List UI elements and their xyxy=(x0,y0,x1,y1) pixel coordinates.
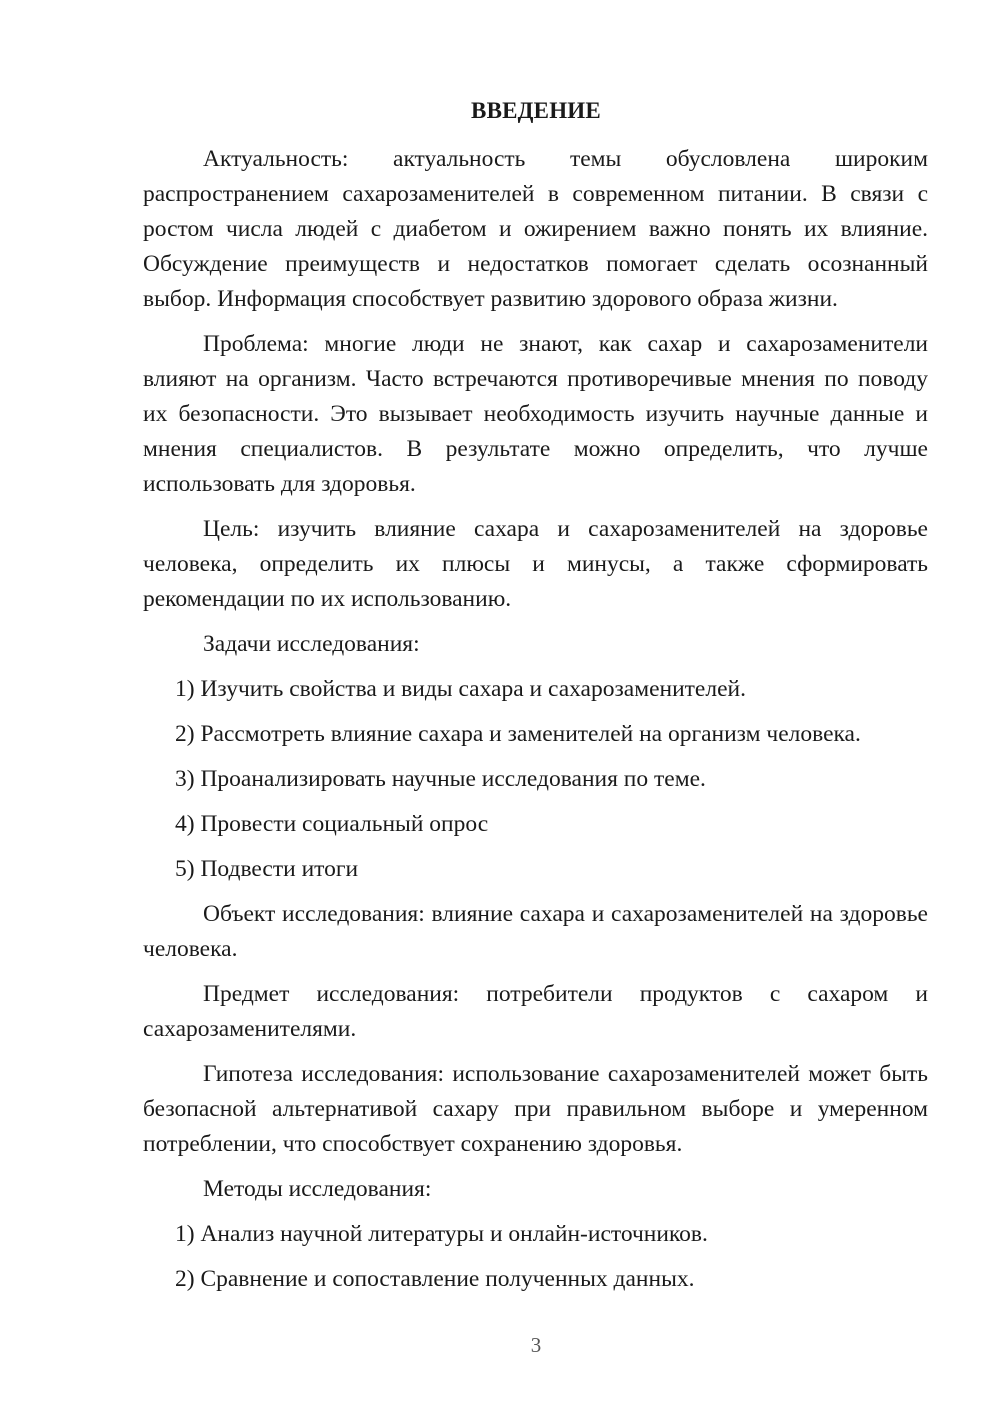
document-body xyxy=(143,142,928,1307)
tasks-list xyxy=(143,672,928,887)
page-title: ВВЕДЕНИЕ xyxy=(471,98,601,123)
subject-paragraph: Предмет исследования: потребители продуктов с сахаром и сахарозаменителями. xyxy=(143,981,928,1042)
task-item: 5) Подвести итоги xyxy=(175,856,359,882)
hypothesis-paragraph: Гипотеза исследования: использование сахарозаменителей может быть безопасной альтернативой сахару при правильном выборе и умеренном потреблении, что способствует сохранению здоровья. xyxy=(143,1061,928,1157)
task-item: 1) Изучить свойства и виды сахара и сахарозаменителей. xyxy=(175,676,746,702)
goal-paragraph: Цель: изучить влияние сахара и сахарозаменителей на здоровье человека, определить их плюсы и минусы, а также сформировать рекомендации по их использованию. xyxy=(143,516,928,612)
task-item: 4) Провести социальный опрос xyxy=(175,811,489,837)
methods-heading: Методы исследования: xyxy=(203,1176,432,1202)
problem-paragraph: Проблема: многие люди не знают, как сахар и сахарозаменители влияют на организм. Часто встречаются противоречивые мнения по поводу их безопасности. Это вызывает необходимость изучить научные данные и мнения специалистов. В результате можно определить, что лучше использовать для здоровья. xyxy=(143,331,928,497)
method-item: 1) Анализ научной литературы и онлайн-источников. xyxy=(175,1221,708,1247)
task-item: 3) Проанализировать научные исследования по теме. xyxy=(175,766,706,792)
method-item: 2) Сравнение и сопоставление полученных данных. xyxy=(175,1266,695,1292)
tasks-heading: Задачи исследования: xyxy=(203,631,420,657)
task-item: 2) Рассмотреть влияние сахара и заменителей на организм человека. xyxy=(175,721,861,747)
page-number: 3 xyxy=(530,1333,542,1357)
object-paragraph: Объект исследования: влияние сахара и сахарозаменителей на здоровье человека. xyxy=(143,901,928,962)
methods-list xyxy=(143,1217,928,1297)
relevance-paragraph: Актуальность: актуальность темы обусловлена широким распространением сахарозаменителей в современном питании. В связи с ростом числа людей с диабетом и ожирением важно понять их влияние. Обсуждение преимуществ и недостатков помогает сделать осознанный выбор. Информация способствует развитию здорового образа жизни. xyxy=(143,146,928,312)
